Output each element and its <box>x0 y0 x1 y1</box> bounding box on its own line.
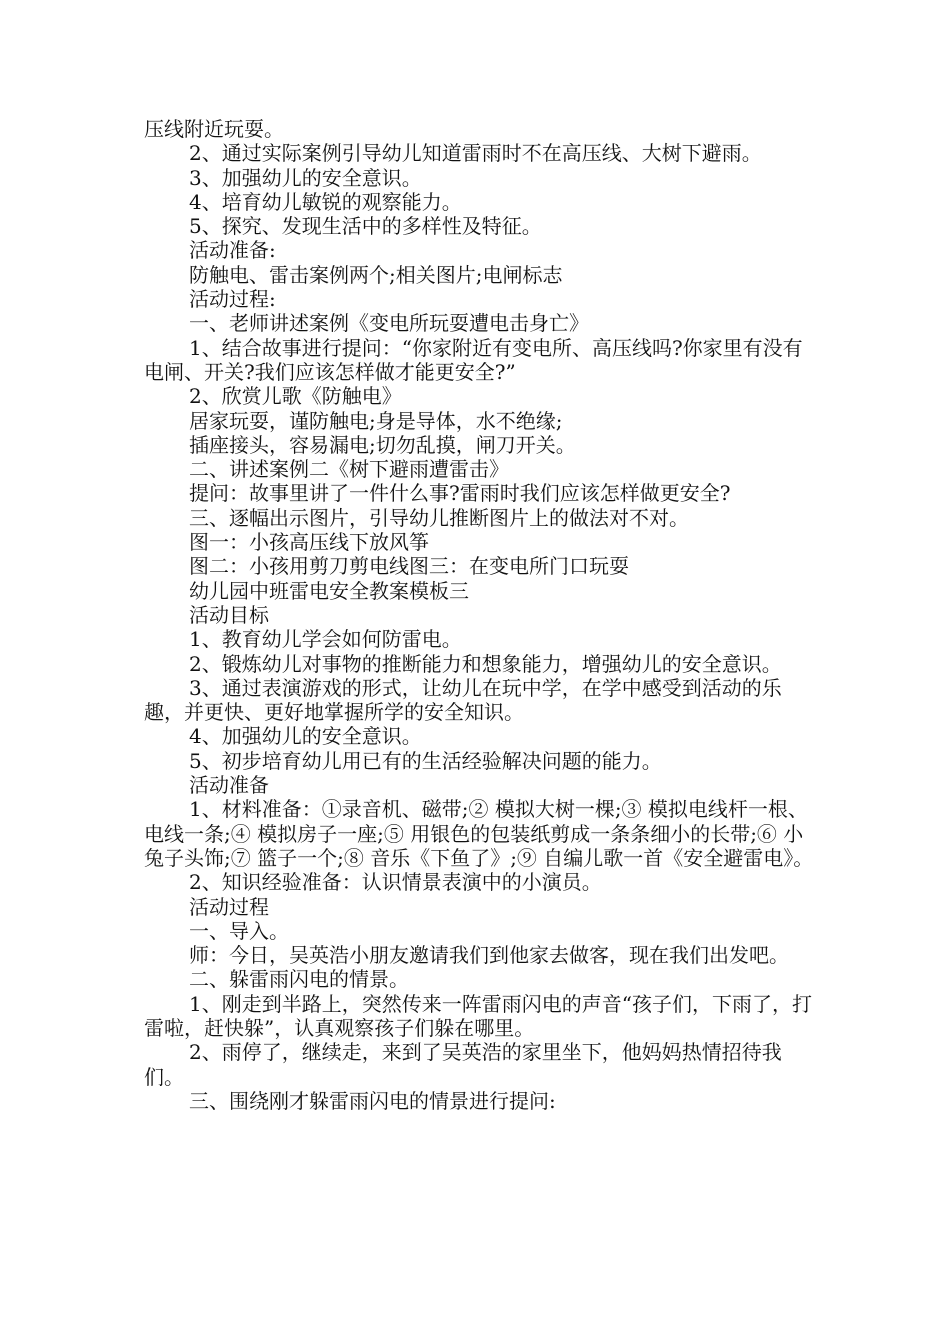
paragraph: 三、逐幅出示图片，引导幼儿推断图片上的做法对不对。 <box>189 505 689 530</box>
section-label: 活动目标 <box>189 602 269 627</box>
paragraph: 3、通过表演游戏的形式，让幼儿在玩中学，在学中感受到活动的乐趣，并更快、更好地掌握所学的安全知识。 <box>144 675 782 725</box>
paragraph: 二、躲雷雨闪电的情景。 <box>189 967 409 992</box>
paragraph: 5、初步培育幼儿用已有的生活经验解决问题的能力。 <box>189 748 662 773</box>
paragraph: 1、教育幼儿学会如何防雷电。 <box>189 627 462 652</box>
document-page <box>144 117 814 1113</box>
paragraph: 一、老师讲述案例《变电所玩耍遭电击身亡》 <box>189 311 589 336</box>
paragraph: 二、讲述案例二《树下避雨遭雷击》 <box>189 457 509 482</box>
paragraph: 4、加强幼儿的安全意识。 <box>189 724 422 749</box>
paragraph: 居家玩耍，谨防触电;身是导体，水不绝缘; <box>189 408 563 433</box>
section-label: 活动过程 <box>189 894 269 919</box>
paragraph: 插座接头，容易漏电;切勿乱摸，闸刀开关。 <box>189 432 576 457</box>
paragraph: 图一：小孩高压线下放风筝 <box>189 530 429 555</box>
section-label: 活动准备 <box>189 773 269 798</box>
paragraph: 一、导入。 <box>189 918 289 943</box>
paragraph: 2、通过实际案例引导幼儿知道雷雨时不在高压线、大树下避雨。 <box>189 141 762 166</box>
paragraph: 图二：小孩用剪刀剪电线图三：在变电所门口玩耍 <box>189 554 629 579</box>
paragraph: 提问：故事里讲了一件什么事?雷雨时我们应该怎样做更安全? <box>189 481 731 506</box>
paragraph: 4、培育幼儿敏锐的观察能力。 <box>189 189 462 214</box>
paragraph: 5、探究、发现生活中的多样性及特征。 <box>189 214 542 239</box>
paragraph: 压线附近玩耍。 <box>144 117 284 141</box>
paragraph: 2、欣赏儿歌《防触电》 <box>189 384 402 409</box>
paragraph: 师：今日，吴英浩小朋友邀请我们到他家去做客，现在我们出发吧。 <box>189 943 789 968</box>
section-title: 幼儿园中班雷电安全教案模板三 <box>189 578 469 603</box>
section-label: 活动准备: <box>189 238 276 263</box>
paragraph: 1、结合故事进行提问：“你家附近有变电所、高压线吗?你家里有没有电闸、开关?我们应该怎样做才能更安全?” <box>144 335 803 384</box>
paragraph: 2、雨停了，继续走，来到了吴英浩的家里坐下，他妈妈热情招待我们。 <box>144 1040 782 1089</box>
paragraph: 3、加强幼儿的安全意识。 <box>189 165 422 190</box>
paragraph: 2、知识经验准备：认识情景表演中的小演员。 <box>189 870 602 895</box>
paragraph: 2、锻炼幼儿对事物的推断能力和想象能力，增强幼儿的安全意识。 <box>189 651 782 676</box>
paragraph: 1、刚走到半路上，突然传来一阵雷雨闪电的声音“孩子们，下雨了，打雷啦，赶快躲”，认真观察孩子们躲在哪里。 <box>144 991 812 1040</box>
paragraph: 防触电、雷击案例两个;相关图片;电闸标志 <box>189 262 563 287</box>
paragraph: 三、围绕刚才躲雷雨闪电的情景进行提问: <box>189 1088 556 1113</box>
section-label: 活动过程: <box>189 287 276 312</box>
paragraph: 1、材料准备：①录音机、磁带;② 模拟大树一棵;③ 模拟电线杆一根、电线一条;④ 模拟房子一座;⑤ 用银色的包装纸剪成一条条细小的长带;⑥ 小兔子头饰;⑦ 篮子一个;⑧ 音乐《下鱼了》;⑨ 自编儿歌一首《安全避雷电》。 <box>144 797 814 870</box>
